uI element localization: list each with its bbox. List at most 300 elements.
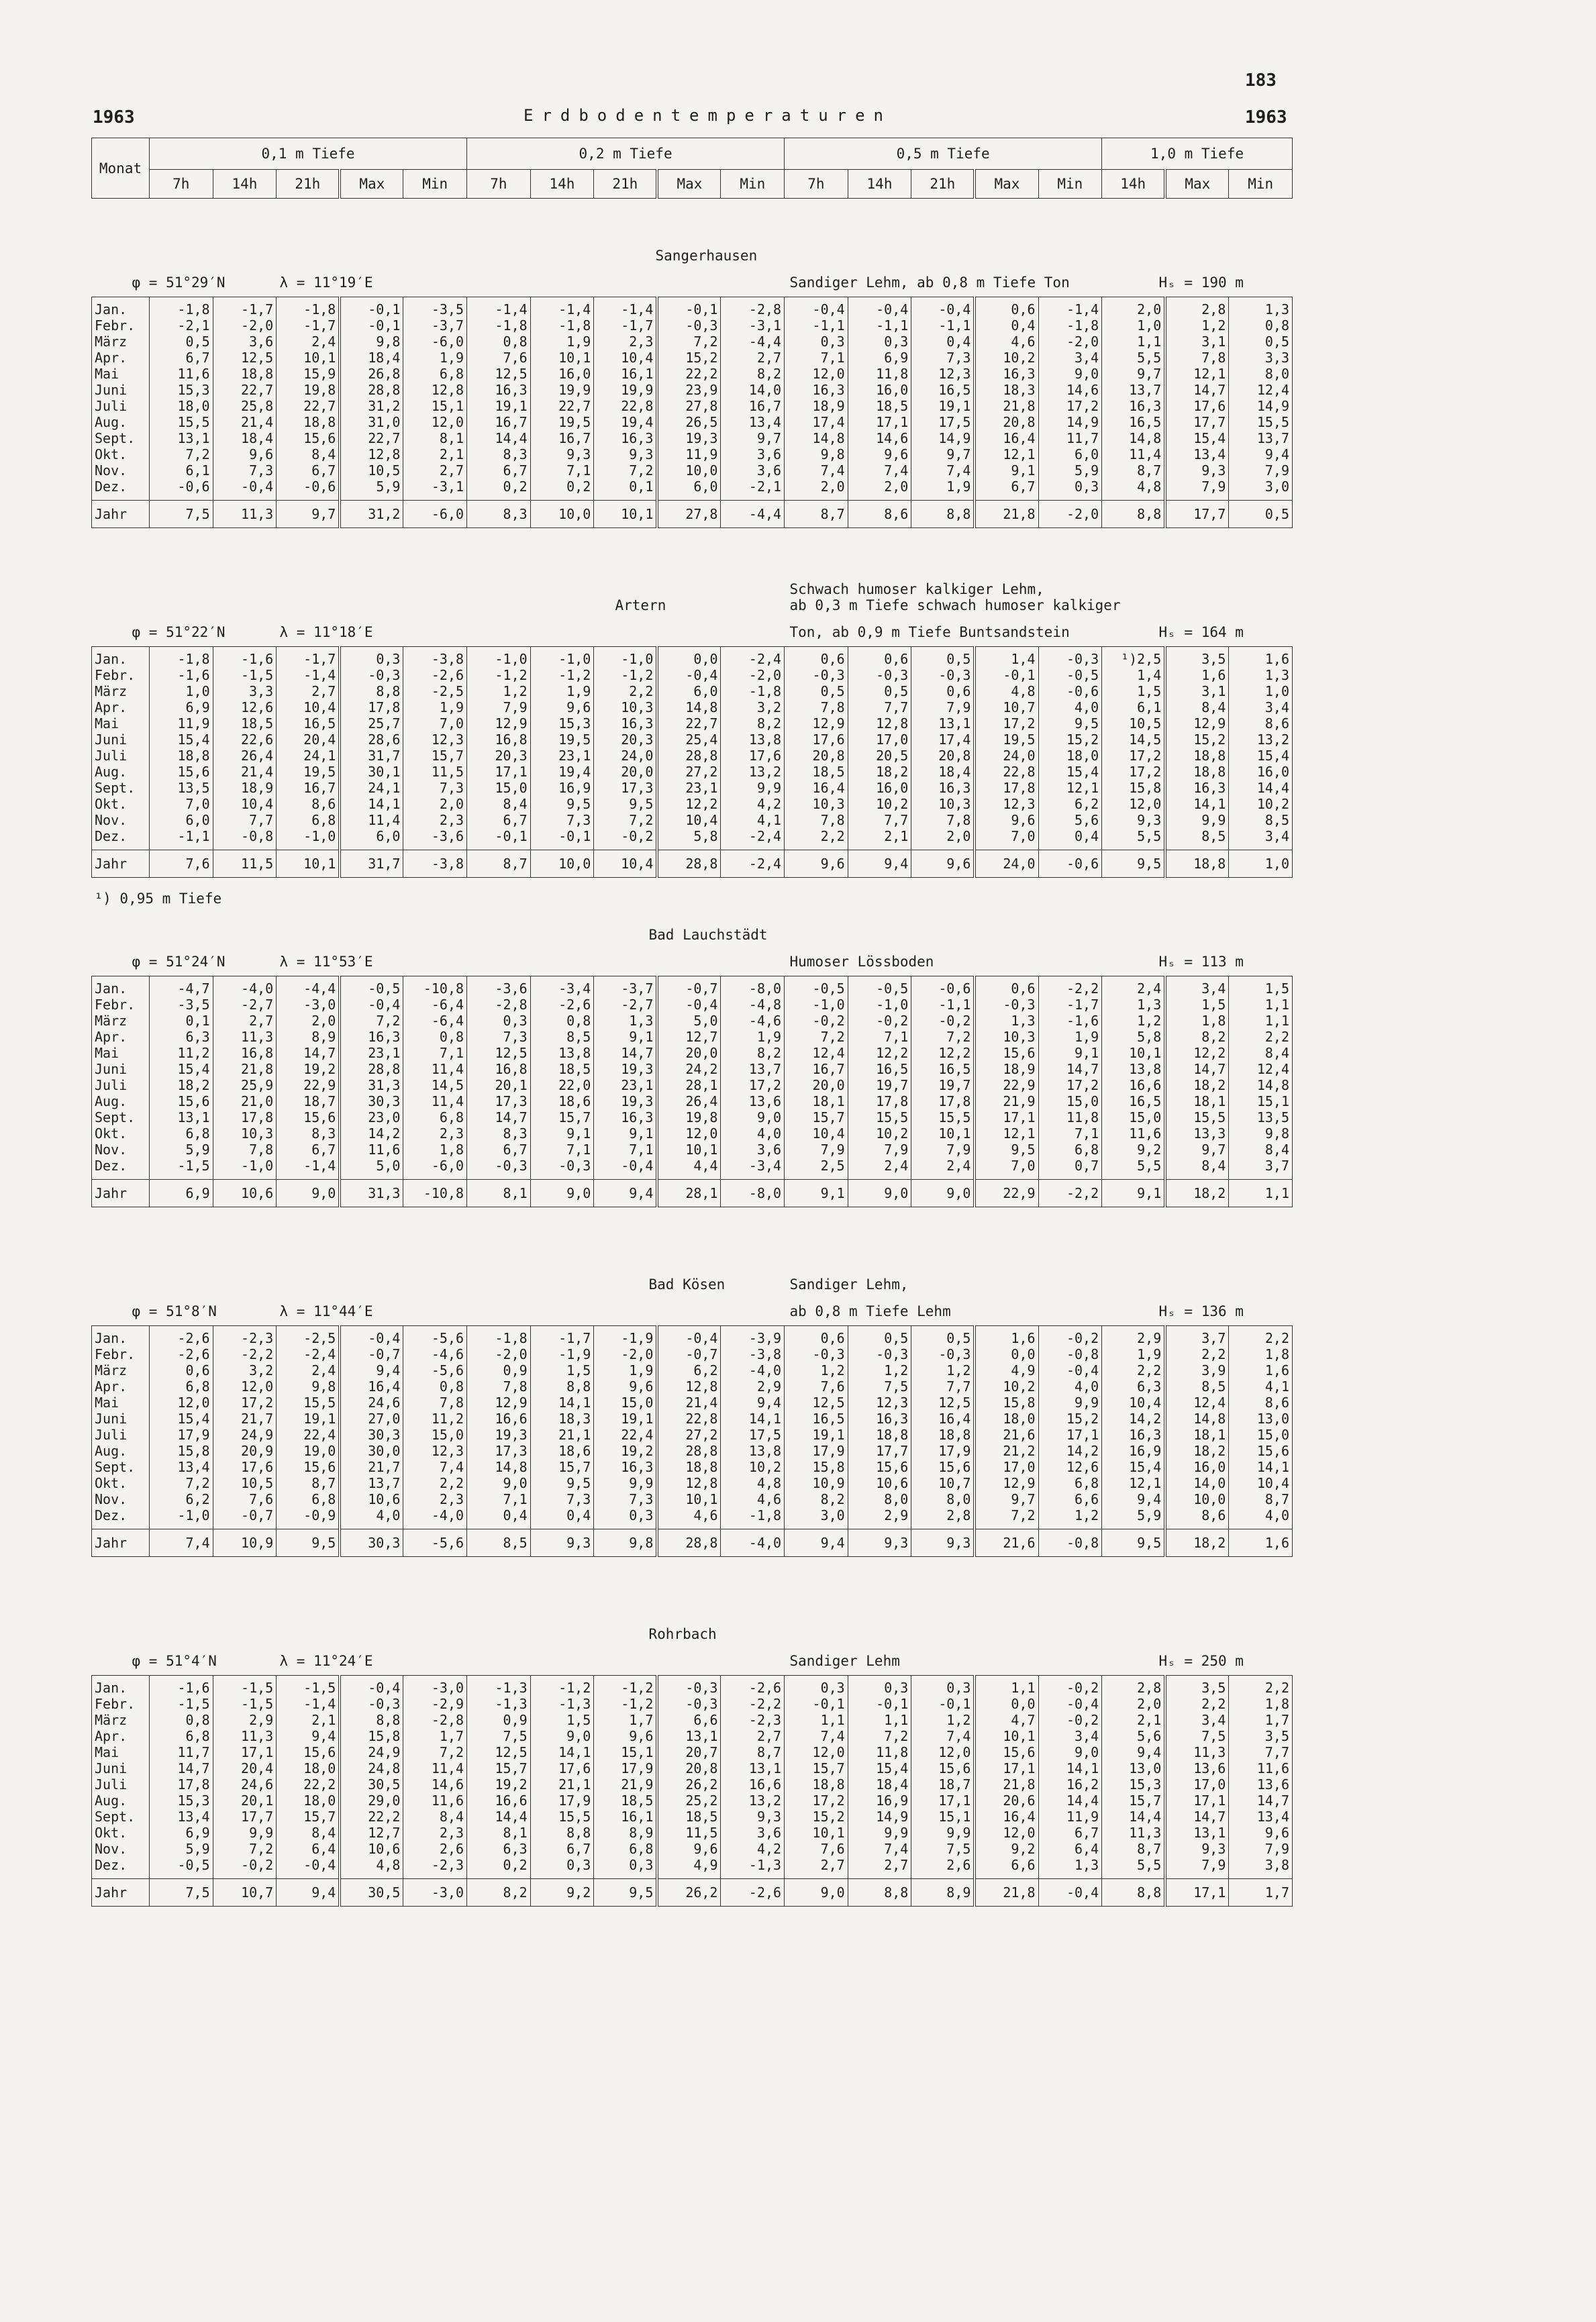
value-cell: -1,6 bbox=[150, 667, 213, 683]
value-cell: 15,0 bbox=[1102, 1109, 1166, 1125]
table-row bbox=[92, 715, 1293, 731]
value-cell: 17,9 bbox=[785, 1443, 848, 1459]
value-cell: 15,5 bbox=[150, 414, 213, 430]
table-row bbox=[92, 1857, 1293, 1873]
year-value-cell: -8,0 bbox=[721, 1180, 785, 1207]
value-cell: 14,9 bbox=[1229, 398, 1293, 414]
value-cell: 10,0 bbox=[657, 462, 721, 478]
value-cell: 23,1 bbox=[657, 780, 721, 796]
value-cell: 8,5 bbox=[1165, 828, 1229, 844]
value-cell: 19,5 bbox=[277, 764, 340, 780]
value-cell: 15,6 bbox=[848, 1459, 911, 1475]
value-cell: 21,7 bbox=[340, 1459, 403, 1475]
value-cell: -0,3 bbox=[1038, 647, 1102, 668]
value-cell: 10,4 bbox=[277, 699, 340, 715]
value-cell: 8,5 bbox=[1165, 1378, 1229, 1395]
sub-header: Max bbox=[657, 170, 721, 199]
value-cell: 1,9 bbox=[594, 1362, 658, 1378]
year-value-cell: -2,2 bbox=[1038, 1180, 1102, 1207]
value-cell: 2,9 bbox=[1102, 1326, 1166, 1347]
month-label: Jan. bbox=[92, 976, 150, 997]
value-cell: 12,0 bbox=[785, 366, 848, 382]
value-cell: -1,7 bbox=[213, 297, 277, 318]
table-row bbox=[92, 382, 1293, 398]
value-cell: 18,3 bbox=[530, 1411, 594, 1427]
value-cell: 7,0 bbox=[403, 715, 467, 731]
value-cell: 14,5 bbox=[1102, 731, 1166, 748]
value-cell: 18,8 bbox=[277, 414, 340, 430]
header-year-right: 1963 bbox=[1245, 107, 1287, 128]
value-cell: 18,8 bbox=[150, 748, 213, 764]
value-cell: 7,7 bbox=[911, 1378, 975, 1395]
value-cell: 16,3 bbox=[1102, 398, 1166, 414]
value-cell: -2,5 bbox=[403, 683, 467, 699]
month-label: Okt. bbox=[92, 1125, 150, 1142]
value-cell: 1,0 bbox=[1229, 683, 1293, 699]
year-value-cell: 1,1 bbox=[1229, 1180, 1293, 1207]
value-cell: 11,9 bbox=[150, 715, 213, 731]
value-cell: 0,6 bbox=[150, 1362, 213, 1378]
value-cell: 8,2 bbox=[721, 715, 785, 731]
value-cell: -0,3 bbox=[530, 1158, 594, 1174]
value-cell: 8,4 bbox=[277, 1825, 340, 1841]
value-cell: 30,3 bbox=[340, 1427, 403, 1443]
value-cell: 0,3 bbox=[340, 647, 403, 668]
value-cell: 14,7 bbox=[594, 1045, 658, 1061]
value-cell: 21,9 bbox=[594, 1776, 658, 1793]
value-cell: 23,9 bbox=[657, 382, 721, 398]
value-cell: 7,4 bbox=[848, 1841, 911, 1857]
year-value-cell: -2,4 bbox=[721, 850, 785, 878]
value-cell: -0,3 bbox=[657, 317, 721, 334]
value-cell: 25,8 bbox=[213, 398, 277, 414]
year-value-cell: 9,4 bbox=[594, 1180, 658, 1207]
value-cell: 6,4 bbox=[1038, 1841, 1102, 1857]
value-cell: 25,9 bbox=[213, 1077, 277, 1093]
value-cell: 13,7 bbox=[1102, 382, 1166, 398]
month-label: Jan. bbox=[92, 297, 150, 318]
value-cell: 9,8 bbox=[340, 334, 403, 350]
value-cell: 13,4 bbox=[1229, 1809, 1293, 1825]
value-cell: 12,3 bbox=[403, 1443, 467, 1459]
value-cell: 19,1 bbox=[467, 398, 531, 414]
value-cell: 13,8 bbox=[1102, 1061, 1166, 1077]
value-cell: 15,6 bbox=[150, 1093, 213, 1109]
value-cell: 8,6 bbox=[277, 796, 340, 812]
value-cell: 12,5 bbox=[911, 1395, 975, 1411]
value-cell: 24,0 bbox=[594, 748, 658, 764]
value-cell: 7,4 bbox=[911, 462, 975, 478]
value-cell: 14,4 bbox=[1229, 780, 1293, 796]
value-cell: 19,2 bbox=[594, 1443, 658, 1459]
value-cell: 15,6 bbox=[975, 1744, 1038, 1760]
value-cell: 5,5 bbox=[1102, 350, 1166, 366]
value-cell: 13,6 bbox=[1229, 1776, 1293, 1793]
value-cell: 15,4 bbox=[1038, 764, 1102, 780]
depth-header-1-0: 1,0 m Tiefe bbox=[1102, 138, 1293, 170]
year-value-cell: -2,0 bbox=[1038, 501, 1102, 528]
value-cell: 19,1 bbox=[911, 398, 975, 414]
year-value-cell: 10,7 bbox=[213, 1879, 277, 1907]
value-cell: -2,1 bbox=[150, 317, 213, 334]
value-cell: -1,4 bbox=[277, 667, 340, 683]
value-cell: 1,5 bbox=[530, 1712, 594, 1728]
year-value-cell: 7,6 bbox=[150, 850, 213, 878]
value-cell: 3,6 bbox=[721, 462, 785, 478]
year-label: Jahr bbox=[92, 1180, 150, 1207]
month-label: Okt. bbox=[92, 796, 150, 812]
table-row bbox=[92, 1109, 1293, 1125]
value-cell: -0,4 bbox=[340, 997, 403, 1013]
value-cell: 6,3 bbox=[1102, 1378, 1166, 1395]
value-cell: 27,8 bbox=[657, 398, 721, 414]
value-cell: 8,9 bbox=[594, 1825, 658, 1841]
value-cell: 6,7 bbox=[467, 462, 531, 478]
value-cell: 3,0 bbox=[1229, 478, 1293, 495]
table-row bbox=[92, 1411, 1293, 1427]
value-cell: 1,5 bbox=[1165, 997, 1229, 1013]
value-cell: 9,3 bbox=[530, 446, 594, 462]
value-cell: 28,8 bbox=[657, 1443, 721, 1459]
value-cell: 11,9 bbox=[657, 446, 721, 462]
value-cell: 7,9 bbox=[1165, 1857, 1229, 1873]
value-cell: 15,1 bbox=[1229, 1093, 1293, 1109]
value-cell: 6,3 bbox=[467, 1841, 531, 1857]
value-cell: 17,2 bbox=[1038, 398, 1102, 414]
sub-header: 7h bbox=[467, 170, 531, 199]
value-cell: 9,7 bbox=[975, 1491, 1038, 1507]
table-row bbox=[92, 812, 1293, 828]
value-cell: 15,2 bbox=[1038, 731, 1102, 748]
year-value-cell: 11,5 bbox=[213, 850, 277, 878]
value-cell: -1,2 bbox=[530, 667, 594, 683]
value-cell: 2,4 bbox=[277, 1362, 340, 1378]
value-cell: 0,3 bbox=[785, 1676, 848, 1697]
year-value-cell: -3,8 bbox=[403, 850, 467, 878]
table-row bbox=[92, 764, 1293, 780]
value-cell: 0,8 bbox=[530, 1013, 594, 1029]
value-cell: 14,2 bbox=[1102, 1411, 1166, 1427]
month-label: Juli bbox=[92, 1776, 150, 1793]
value-cell: -2,2 bbox=[213, 1346, 277, 1362]
value-cell: 7,3 bbox=[403, 780, 467, 796]
month-label: Sept. bbox=[92, 1809, 150, 1825]
value-cell: 12,6 bbox=[1038, 1459, 1102, 1475]
table-row bbox=[92, 366, 1293, 382]
value-cell: 13,1 bbox=[657, 1728, 721, 1744]
value-cell: -0,1 bbox=[530, 828, 594, 844]
value-cell: 4,0 bbox=[1038, 699, 1102, 715]
value-cell: 16,1 bbox=[594, 366, 658, 382]
value-cell: 0,5 bbox=[911, 647, 975, 668]
month-label: Mai bbox=[92, 1395, 150, 1411]
value-cell: 8,6 bbox=[1229, 1395, 1293, 1411]
value-cell: 18,1 bbox=[1165, 1093, 1229, 1109]
value-cell: 24,1 bbox=[340, 780, 403, 796]
value-cell: 0,2 bbox=[467, 1857, 531, 1873]
value-cell: 17,9 bbox=[594, 1760, 658, 1776]
value-cell: 11,8 bbox=[1038, 1109, 1102, 1125]
value-cell: 17,6 bbox=[213, 1459, 277, 1475]
value-cell: 15,6 bbox=[911, 1760, 975, 1776]
value-cell: 2,0 bbox=[1102, 1696, 1166, 1712]
year-value-cell: 28,8 bbox=[657, 1529, 721, 1557]
year-value-cell: 10,0 bbox=[530, 850, 594, 878]
value-cell: -2,4 bbox=[721, 828, 785, 844]
value-cell: 15,7 bbox=[403, 748, 467, 764]
value-cell: 17,6 bbox=[785, 731, 848, 748]
year-value-cell: 9,1 bbox=[1102, 1180, 1166, 1207]
year-value-cell: 18,2 bbox=[1165, 1180, 1229, 1207]
value-cell: 2,8 bbox=[1102, 1676, 1166, 1697]
value-cell: 7,2 bbox=[975, 1507, 1038, 1523]
station-name: Rohrbach bbox=[648, 1626, 717, 1642]
month-label: Juli bbox=[92, 1427, 150, 1443]
value-cell: 9,9 bbox=[721, 780, 785, 796]
value-cell: 14,2 bbox=[340, 1125, 403, 1142]
year-value-cell: 10,1 bbox=[277, 850, 340, 878]
value-cell: 17,0 bbox=[975, 1459, 1038, 1475]
value-cell: 18,5 bbox=[657, 1809, 721, 1825]
value-cell: 12,4 bbox=[1229, 1061, 1293, 1077]
value-cell: 0,3 bbox=[467, 1013, 531, 1029]
value-cell: 1,6 bbox=[1229, 647, 1293, 668]
year-value-cell: 9,3 bbox=[530, 1529, 594, 1557]
value-cell: 17,8 bbox=[975, 780, 1038, 796]
depth-header-0-1: 0,1 m Tiefe bbox=[150, 138, 467, 170]
value-cell: 0,1 bbox=[150, 1013, 213, 1029]
value-cell: 0,0 bbox=[975, 1346, 1038, 1362]
sub-header: Min bbox=[1229, 170, 1293, 199]
value-cell: 14,1 bbox=[1229, 1459, 1293, 1475]
value-cell: 16,3 bbox=[848, 1411, 911, 1427]
month-label: Okt. bbox=[92, 446, 150, 462]
value-cell: 15,6 bbox=[975, 1045, 1038, 1061]
value-cell: 8,8 bbox=[340, 1712, 403, 1728]
value-cell: 14,8 bbox=[1102, 430, 1166, 446]
value-cell: 8,2 bbox=[785, 1491, 848, 1507]
value-cell: 7,0 bbox=[975, 828, 1038, 844]
year-value-cell: 9,5 bbox=[277, 1529, 340, 1557]
value-cell: 16,3 bbox=[594, 1459, 658, 1475]
value-cell: -3,6 bbox=[403, 828, 467, 844]
value-cell: 9,9 bbox=[1038, 1395, 1102, 1411]
value-cell: 8,7 bbox=[1102, 1841, 1166, 1857]
value-cell: 4,7 bbox=[975, 1712, 1038, 1728]
table-row bbox=[92, 1744, 1293, 1760]
value-cell: 15,3 bbox=[150, 382, 213, 398]
value-cell: -2,8 bbox=[467, 997, 531, 1013]
value-cell: 19,5 bbox=[975, 731, 1038, 748]
value-cell: 3,4 bbox=[1229, 828, 1293, 844]
value-cell: 4,9 bbox=[975, 1362, 1038, 1378]
year-value-cell: 10,0 bbox=[530, 501, 594, 528]
value-cell: 12,5 bbox=[467, 366, 531, 382]
table-row bbox=[92, 350, 1293, 366]
value-cell: -0,4 bbox=[1038, 1362, 1102, 1378]
value-cell: 14,1 bbox=[340, 796, 403, 812]
value-cell: 8,7 bbox=[277, 1475, 340, 1491]
value-cell: 0,6 bbox=[848, 647, 911, 668]
value-cell: -1,4 bbox=[594, 297, 658, 318]
value-cell: 1,2 bbox=[911, 1712, 975, 1728]
value-cell: -1,5 bbox=[213, 667, 277, 683]
value-cell: 2,0 bbox=[277, 1013, 340, 1029]
value-cell: 17,1 bbox=[1165, 1793, 1229, 1809]
value-cell: 5,5 bbox=[1102, 1857, 1166, 1873]
value-cell: 15,8 bbox=[1102, 780, 1166, 796]
value-cell: 12,0 bbox=[1102, 796, 1166, 812]
year-value-cell: 9,8 bbox=[594, 1529, 658, 1557]
value-cell: 16,0 bbox=[530, 366, 594, 382]
value-cell: 17,2 bbox=[213, 1395, 277, 1411]
value-cell: -0,2 bbox=[1038, 1676, 1102, 1697]
value-cell: -0,1 bbox=[975, 667, 1038, 683]
value-cell: 8,1 bbox=[467, 1825, 531, 1841]
value-cell: 19,9 bbox=[594, 382, 658, 398]
value-cell: 10,2 bbox=[975, 350, 1038, 366]
value-cell: -2,6 bbox=[530, 997, 594, 1013]
value-cell: 13,2 bbox=[1229, 731, 1293, 748]
value-cell: 8,7 bbox=[1229, 1491, 1293, 1507]
value-cell: -1,2 bbox=[530, 1676, 594, 1697]
value-cell: 13,3 bbox=[1165, 1125, 1229, 1142]
value-cell: 0,5 bbox=[150, 334, 213, 350]
soil-description: Sandiger Lehm, ab 0,8 m Tiefe Ton bbox=[789, 274, 1070, 291]
value-cell: 19,3 bbox=[467, 1427, 531, 1443]
value-cell: 15,7 bbox=[785, 1760, 848, 1776]
value-cell: 12,3 bbox=[975, 796, 1038, 812]
year-value-cell: 8,7 bbox=[785, 501, 848, 528]
value-cell: 2,2 bbox=[1165, 1346, 1229, 1362]
sub-header: 14h bbox=[530, 170, 594, 199]
table-row bbox=[92, 1362, 1293, 1378]
value-cell: 7,3 bbox=[213, 462, 277, 478]
value-cell: 19,3 bbox=[594, 1093, 658, 1109]
value-cell: -3,6 bbox=[467, 976, 531, 997]
table-row bbox=[92, 1475, 1293, 1491]
month-label: Jan. bbox=[92, 1676, 150, 1697]
value-cell: 17,3 bbox=[467, 1443, 531, 1459]
value-cell: 1,2 bbox=[785, 1362, 848, 1378]
value-cell: 10,2 bbox=[1229, 796, 1293, 812]
value-cell: 7,4 bbox=[848, 462, 911, 478]
value-cell: -1,2 bbox=[594, 1696, 658, 1712]
value-cell: 26,8 bbox=[340, 366, 403, 382]
value-cell: 13,0 bbox=[1102, 1760, 1166, 1776]
value-cell: -1,2 bbox=[594, 1676, 658, 1697]
value-cell: 16,4 bbox=[340, 1378, 403, 1395]
value-cell: 7,3 bbox=[467, 1029, 531, 1045]
value-cell: 0,5 bbox=[911, 1326, 975, 1347]
value-cell: 12,0 bbox=[911, 1744, 975, 1760]
value-cell: -0,5 bbox=[1038, 667, 1102, 683]
value-cell: -1,8 bbox=[150, 297, 213, 318]
value-cell: 10,2 bbox=[975, 1378, 1038, 1395]
value-cell: 7,1 bbox=[403, 1045, 467, 1061]
value-cell: 0,3 bbox=[594, 1507, 658, 1523]
table-row bbox=[92, 1676, 1293, 1697]
value-cell: 14,1 bbox=[1038, 1760, 1102, 1776]
month-label: Apr. bbox=[92, 699, 150, 715]
value-cell: -0,2 bbox=[213, 1857, 277, 1873]
table-row bbox=[92, 1825, 1293, 1841]
value-cell: 4,0 bbox=[721, 1125, 785, 1142]
value-cell: -0,3 bbox=[340, 667, 403, 683]
value-cell: -0,1 bbox=[340, 317, 403, 334]
value-cell: -1,0 bbox=[785, 997, 848, 1013]
station-latitude: φ = 51°4′N bbox=[132, 1653, 217, 1669]
value-cell: 17,2 bbox=[785, 1793, 848, 1809]
value-cell: 7,1 bbox=[785, 350, 848, 366]
value-cell: -0,8 bbox=[1038, 1346, 1102, 1362]
value-cell: 19,4 bbox=[594, 414, 658, 430]
value-cell: 0,3 bbox=[594, 1857, 658, 1873]
table-row bbox=[92, 1029, 1293, 1045]
value-cell: 14,7 bbox=[1165, 1809, 1229, 1825]
value-cell: 17,3 bbox=[594, 780, 658, 796]
value-cell: 8,3 bbox=[467, 446, 531, 462]
month-label: Juni bbox=[92, 1061, 150, 1077]
value-cell: -1,0 bbox=[594, 647, 658, 668]
soil-description: Schwach humoser kalkiger Lehm, bbox=[789, 581, 1044, 597]
value-cell: -0,6 bbox=[150, 478, 213, 495]
value-cell: 15,9 bbox=[277, 366, 340, 382]
value-cell: 14,1 bbox=[530, 1744, 594, 1760]
value-cell: 3,2 bbox=[213, 1362, 277, 1378]
value-cell: 15,0 bbox=[1229, 1427, 1293, 1443]
value-cell: 24,9 bbox=[213, 1427, 277, 1443]
value-cell: 16,9 bbox=[1102, 1443, 1166, 1459]
value-cell: 21,1 bbox=[530, 1427, 594, 1443]
value-cell: 12,1 bbox=[975, 1125, 1038, 1142]
value-cell: -1,5 bbox=[213, 1696, 277, 1712]
value-cell: 7,9 bbox=[1165, 478, 1229, 495]
value-cell: 4,8 bbox=[340, 1857, 403, 1873]
table-row bbox=[92, 1077, 1293, 1093]
value-cell: 3,5 bbox=[1229, 1728, 1293, 1744]
value-cell: 12,1 bbox=[1038, 780, 1102, 796]
value-cell: 9,8 bbox=[277, 1378, 340, 1395]
value-cell: 14,2 bbox=[1038, 1443, 1102, 1459]
value-cell: 1,2 bbox=[1165, 317, 1229, 334]
value-cell: 12,1 bbox=[1102, 1475, 1166, 1491]
value-cell: 10,3 bbox=[785, 796, 848, 812]
value-cell: 3,4 bbox=[1229, 699, 1293, 715]
value-cell: 1,9 bbox=[911, 478, 975, 495]
value-cell: 31,7 bbox=[340, 748, 403, 764]
value-cell: 15,2 bbox=[785, 1809, 848, 1825]
value-cell: -1,3 bbox=[467, 1676, 531, 1697]
year-value-cell: 9,5 bbox=[1102, 850, 1166, 878]
value-cell: 9,8 bbox=[785, 446, 848, 462]
value-cell: 14,0 bbox=[1165, 1475, 1229, 1491]
value-cell: 7,4 bbox=[403, 1459, 467, 1475]
value-cell: 3,1 bbox=[1165, 683, 1229, 699]
sub-header: 21h bbox=[594, 170, 658, 199]
value-cell: 24,6 bbox=[213, 1776, 277, 1793]
value-cell: -1,4 bbox=[530, 297, 594, 318]
value-cell: 17,1 bbox=[911, 1793, 975, 1809]
value-cell: 12,5 bbox=[785, 1395, 848, 1411]
value-cell: 17,4 bbox=[785, 414, 848, 430]
value-cell: 22,4 bbox=[594, 1427, 658, 1443]
value-cell: 2,7 bbox=[848, 1857, 911, 1873]
value-cell: 21,4 bbox=[213, 414, 277, 430]
value-cell: 8,0 bbox=[911, 1491, 975, 1507]
table-row bbox=[92, 1346, 1293, 1362]
value-cell: -0,3 bbox=[785, 1346, 848, 1362]
